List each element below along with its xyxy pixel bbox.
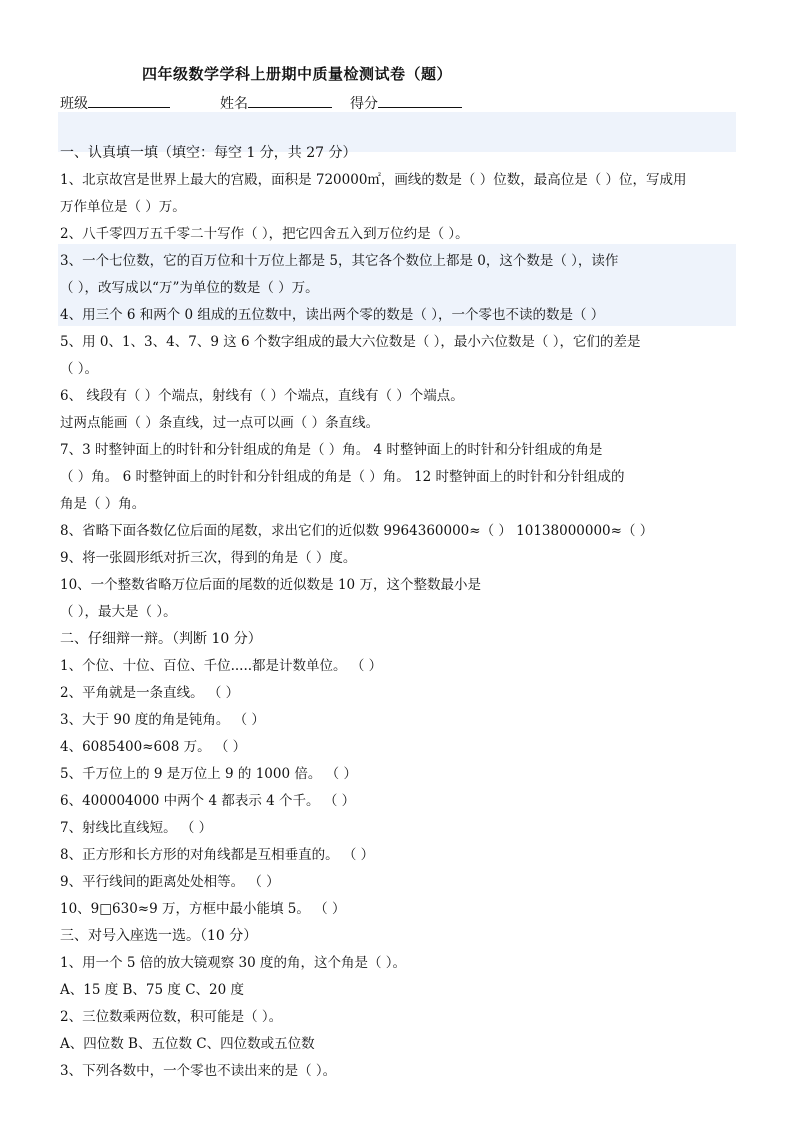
question-line: 1、用一个 5 倍的放大镜观察 30 度的角，这个角是（ ）。 [60,955,407,971]
question-line: 3、下列各数中，一个零也不读出来的是（ ）。 [60,1063,337,1079]
question-line: 4、用三个 6 和两个 0 组成的五位数中，读出两个零的数是（ ），一个零也不读的数是（ ） [60,307,605,323]
question-line: 万作单位是（ ）万。 [60,199,186,215]
question-line: （ ），改写成以“万”为单位的数是（ ）万。 [60,280,319,296]
name-blank[interactable] [248,92,332,108]
question-line: 7、射线比直线短。 （ ） [60,820,213,836]
section-heading: 二、仔细辩一辩。（判断 10 分） [60,631,262,647]
question-line: 2、八千零四万五千零二十写作（ ），把它四舍五入到万位约是（ ）。 [60,226,469,242]
question-line: A、15 度 B、75 度 C、20 度 [60,982,244,998]
question-line: 10、一个整数省略万位后面的尾数的近似数是 10 万，这个整数最小是 [60,577,481,593]
score-blank[interactable] [378,92,462,108]
name-label: 姓名 [220,96,248,112]
question-line: 5、千万位上的 9 是万位上 9 的 1000 倍。 （ ） [60,766,357,782]
question-line: 4、6085400≈608 万。 （ ） [60,739,247,755]
question-line: 6、400004000 中两个 4 都表示 4 个千。 （ ） [60,793,356,809]
class-blank[interactable] [88,92,170,108]
score-label: 得分 [350,96,378,112]
question-line: 2、三位数乘两位数，积可能是（ ）。 [60,1009,283,1025]
question-line: 3、大于 90 度的角是钝角。 （ ） [60,712,265,728]
question-line: （ ）角。 6 时整钟面上的时针和分针组成的角是（ ）角。 12 时整钟面上的时针和分针组成的 [60,469,625,485]
question-line: （ ）。 [60,361,99,377]
question-line: 1、个位、十位、百位、千位.....都是计数单位。 （ ） [60,658,383,674]
question-line: 2、平角就是一条直线。 （ ） [60,685,240,701]
score-field [350,92,462,113]
question-line: 9、平行线间的距离处处相等。 （ ） [60,874,280,890]
question-line: A、四位数 B、五位数 C、四位数或五位数 [60,1036,315,1052]
question-line: 9、将一张圆形纸对折三次，得到的角是（ ）度。 [60,550,357,566]
class-field [60,92,170,113]
student-info-line [60,92,760,114]
class-label: 班级 [60,96,88,112]
exam-title: 四年级数学学科上册期中质量检测试卷（题） [142,65,453,83]
question-line: 10、9□630≈9 万，方框中最小能填 5。 （ ） [60,901,346,917]
question-line: 6、 线段有（ ）个端点，射线有（ ）个端点，直线有（ ）个端点。 [60,388,464,404]
question-line: 8、省略下面各数亿位后面的尾数，求出它们的近似数 9964360000≈（ ） 10138000000≈（ ） [60,523,654,539]
question-line: 5、用 0、1、3、4、7、9 这 6 个数字组成的最大六位数是（ ），最小六位数是（ ），它们的差是 [60,334,641,350]
question-line: 角是（ ）角。 [60,496,146,512]
section-heading: 三、对号入座选一选。（10 分） [60,928,258,944]
section-heading: 一、认真填一填（填空：每空 1 分，共 27 分） [60,145,357,161]
question-line: 过两点能画（ ）条直线，过一点可以画（ ）条直线。 [60,415,380,431]
question-line: 3、一个七位数，它的百万位和十万位上都是 5，其它各个数位上都是 0，这个数是（ ），读作 [60,253,619,269]
question-line: （ ），最大是（ ）。 [60,604,177,620]
question-line: 7、3 时整钟面上的时针和分针组成的角是（ ）角。 4 时整钟面上的时针和分针组成的角是 [60,442,603,458]
question-line: 8、正方形和长方形的对角线都是互相垂直的。 （ ） [60,847,375,863]
name-field [220,92,332,113]
question-line: 1、北京故宫是世界上最大的宫殿，面积是 720000㎡，画线的数是（ ）位数，最高位是（ ）位，写成用 [60,172,687,188]
